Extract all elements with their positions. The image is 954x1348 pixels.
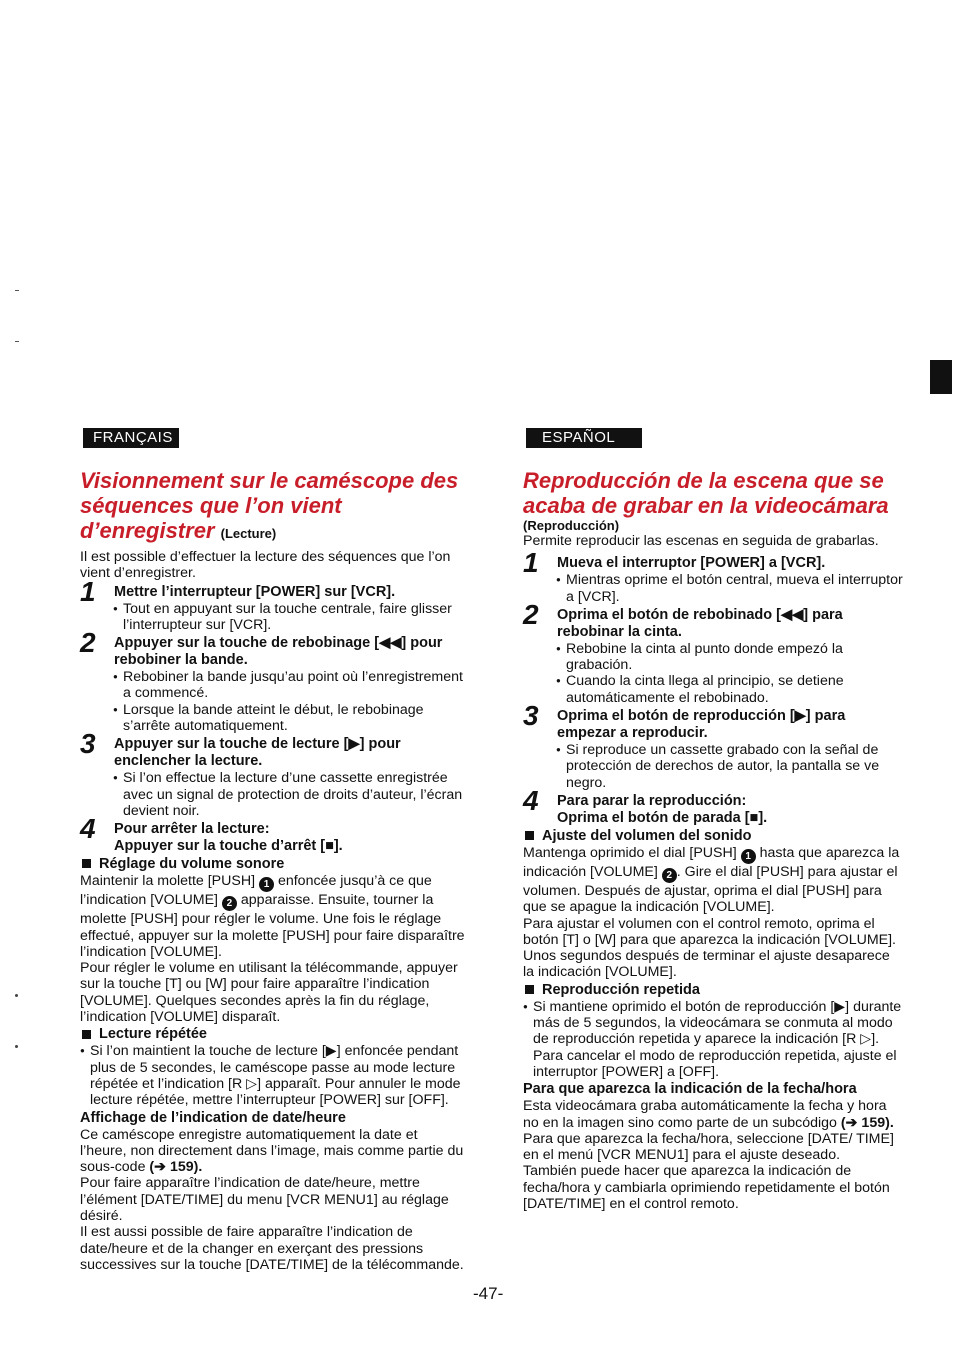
- intro-text: Permite reproducir las escenas en seguida de grabarlas.: [523, 533, 879, 549]
- step-heading: Appuyer sur la touche de rebobinage [◀◀] pour rebobiner la bande.: [114, 635, 443, 669]
- step-number: 4: [523, 784, 539, 816]
- square-bullet-icon: [82, 859, 91, 868]
- step-1: [80, 575, 465, 634]
- date-paragraph-1: [523, 1098, 903, 1131]
- volume-heading-text: Ajuste del volumen del sonido: [542, 827, 752, 844]
- square-bullet-icon: [525, 985, 534, 994]
- step-bullet: ● Cuando la cinta llega al principio, se detiene automáticamente el rebobinado.: [556, 673, 903, 706]
- step-heading-2: Oprima el botón de parada [■].: [557, 809, 768, 826]
- date-paragraph-3: Il est aussi possible de faire apparaître l’indication de date/heure et de la changer en exerçant des pressions successives sur la touche [DATE/TIME] de la télécommande.: [80, 1224, 464, 1273]
- step-number: 1: [523, 547, 539, 579]
- language-label: FRANÇAIS: [83, 428, 179, 448]
- date-text: Esta videocámara graba automáticamente la fecha y hora no en la imagen sino como parte de un subcódigo: [523, 1098, 887, 1131]
- date-paragraph-1: [80, 1127, 465, 1176]
- step-heading: Para parar la reproducción:: [557, 792, 747, 809]
- title-subtitle: (Lecture): [220, 526, 277, 541]
- date-text: Ce caméscope enregistre automatiquement la date et l’heure, non directement dans l’image, mais comme partie du sous-code: [80, 1126, 464, 1176]
- date-heading: Para que aparezca la indicación de la fecha/hora: [523, 1081, 857, 1098]
- repeat-bullet: ● Si mantiene oprimido el botón de reproducción [▶] durante más de 5 segundos, la videocámara se conmuta al modo de reproducción repetida y aparece la indicación [R ▷]. Para cancelar el modo de reproducción repetida, ajuste el interruptor [POWER] a [OFF].: [523, 999, 903, 1080]
- volume-paragraph-1: [523, 845, 903, 916]
- volume-paragraph-1: [80, 873, 465, 960]
- repeat-heading-text: Reproducción repetida: [542, 981, 700, 998]
- volume-paragraph-2: Pour régler le volume en utilisant la télécommande, appuyer sur la touche [T] ou [W] pour faire apparaître l’indication [VOLUME]. Quelques secondes après la fin du réglage, l’indication [VOLUME] disparaît.: [80, 960, 458, 1026]
- step-bullet: ● Si l’on effectue la lecture d’une cassette enregistrée avec un signal de protection de droits d’auteur, l’écran devient noir.: [113, 770, 465, 819]
- circled-number-1-icon: 1: [741, 849, 756, 864]
- volume-text: Maintenir la molette [PUSH]: [80, 873, 256, 890]
- step-bullet: ● Si reproduce un cassette grabado con la señal de protección de derechos de autor, la pantalla se ve negro.: [556, 742, 903, 791]
- step-bullet: ● Mientras oprime el botón central, mueva el interruptor a [VCR].: [556, 572, 903, 605]
- volume-text: . Gire el dial [PUSH] para ajustar el volumen. Después de ajustar, oprima el dial [PUSH] para que se apague la indicación [VOLUME].: [523, 863, 898, 916]
- volume-text: apparaisse. Ensuite, tourner la molette [PUSH] pour régler le volume. Une fois le réglage effectué, appuyer sur la molette [PUSH] pour faire disparaître l’indication [VOLUME].: [80, 892, 465, 960]
- page-reference: (➔ 159).: [149, 1159, 203, 1176]
- title-subtitle: (Reproducción): [523, 518, 620, 533]
- language-label: ESPAÑOL: [526, 428, 642, 448]
- square-bullet-icon: [82, 1030, 91, 1039]
- volume-text: hasta que aparezca la indicación [VOLUME]: [523, 844, 900, 880]
- step-number: 4: [80, 813, 96, 845]
- margin-mark: [15, 290, 19, 291]
- step-heading: Oprima el botón de rebobinado [◀◀] para rebobinar la cinta.: [557, 606, 843, 640]
- espanol-column: [523, 428, 903, 1212]
- repeat-heading: [523, 982, 903, 999]
- circled-number-2-icon: 2: [222, 896, 237, 911]
- repeat-bullet: ● Si l’on maintient la touche de lecture [▶] enfoncée pendant plus de 5 secondes, le caméscope passe au mode lecture répétée et l’indication [R ▷] apparaît. Pour annuler le mode lecture répétée, mettre l’interrupteur [POWER] sur [OFF].: [80, 1043, 465, 1108]
- page-number: -47-: [473, 1284, 504, 1303]
- square-bullet-icon: [525, 831, 534, 840]
- volume-text: enfoncée jusqu’à ce que l’indication [VOLUME]: [80, 873, 432, 909]
- volume-heading: [80, 856, 465, 873]
- title-text: Reproducción de la escena que se acaba de grabar en la videocámara: [523, 468, 889, 518]
- intro-text: Il est possible d’effectuer la lecture des séquences que l’on vient d’enregistrer.: [80, 549, 451, 582]
- step-bullet: ● Rebobine la cinta al punto donde empezó la grabación.: [556, 641, 903, 674]
- volume-heading: [523, 828, 903, 845]
- repeat-heading: [80, 1026, 465, 1043]
- step-number: 1: [80, 575, 96, 607]
- step-bullet: ● Lorsque la bande atteint le début, le rebobinage s’arrête automatiquement.: [113, 702, 465, 735]
- step-heading-2: Appuyer sur la touche d’arrêt [■].: [114, 838, 343, 855]
- repeat-heading-text: Lecture répétée: [99, 1026, 207, 1043]
- step-heading: Mueva el interruptor [POWER] a [VCR].: [557, 555, 826, 572]
- step-heading: Appuyer sur la touche de lecture [▶] pour enclencher la lecture.: [114, 736, 401, 770]
- section-title: [80, 468, 465, 546]
- volume-heading-text: Réglage du volume sonore: [99, 856, 285, 873]
- step-3: [80, 728, 465, 819]
- step-bullet: ● Rebobiner la bande jusqu’au point où l’enregistrement a commencé.: [113, 669, 465, 702]
- step-1: [523, 547, 903, 605]
- volume-text: Mantenga oprimido el dial [PUSH]: [523, 844, 737, 861]
- francais-column: [80, 428, 465, 1273]
- circled-number-2-icon: 2: [662, 868, 677, 883]
- step-number: 3: [523, 700, 539, 732]
- title-text: Visionnement sur le caméscope des séquences que l’on vient d’enregistrer: [80, 468, 459, 543]
- date-paragraph-2: Pour faire apparaître l’indication de date/heure, mettre l’élément [DATE/TIME] du menu [VCR MENU1] au réglage désiré.: [80, 1175, 449, 1225]
- margin-mark: [15, 1045, 18, 1048]
- step-bullet: ● Tout en appuyant sur la touche centrale, faire glisser l’interrupteur sur [VCR].: [113, 601, 465, 634]
- volume-paragraph-2: Para ajustar el volumen con el control remoto, oprima el botón [T] o [W] para que aparezca la indicación [VOLUME]. Unos segundos después de terminar el ajuste desaparece la indicación [VOLUME].: [523, 915, 897, 981]
- date-heading: Affichage de l’indication de date/heure: [80, 1109, 346, 1126]
- step-4: [80, 813, 465, 855]
- step-number: 2: [523, 598, 539, 630]
- step-number: 3: [80, 728, 96, 760]
- section-tab-marker: [930, 360, 952, 394]
- step-number: 2: [80, 627, 96, 659]
- step-2: [80, 627, 465, 735]
- section-title: [523, 468, 903, 533]
- page-reference: (➔ 159).: [840, 1114, 894, 1131]
- circled-number-1-icon: 1: [259, 877, 274, 892]
- step-heading: Mettre l’interrupteur [POWER] sur [VCR].: [114, 583, 396, 600]
- margin-mark: [15, 341, 19, 342]
- step-heading: Oprima el botón de reproducción [▶] para empezar a reproducir.: [557, 708, 846, 742]
- step-heading: Pour arrêter la lecture:: [114, 821, 270, 838]
- date-paragraph-3: También puede hacer que aparezca la indicación de fecha/hora y cambiarla oprimiendo repetidamente el botón [DATE/TIME] en el control remoto.: [523, 1163, 890, 1213]
- step-3: [523, 700, 903, 791]
- margin-mark: [15, 994, 18, 997]
- date-paragraph-2: Para que aparezca la fecha/hora, seleccione [DATE/ TIME] en el menú [VCR MENU1] para el ajuste deseado.: [523, 1130, 894, 1164]
- step-2: [523, 598, 903, 706]
- step-4: [523, 784, 903, 827]
